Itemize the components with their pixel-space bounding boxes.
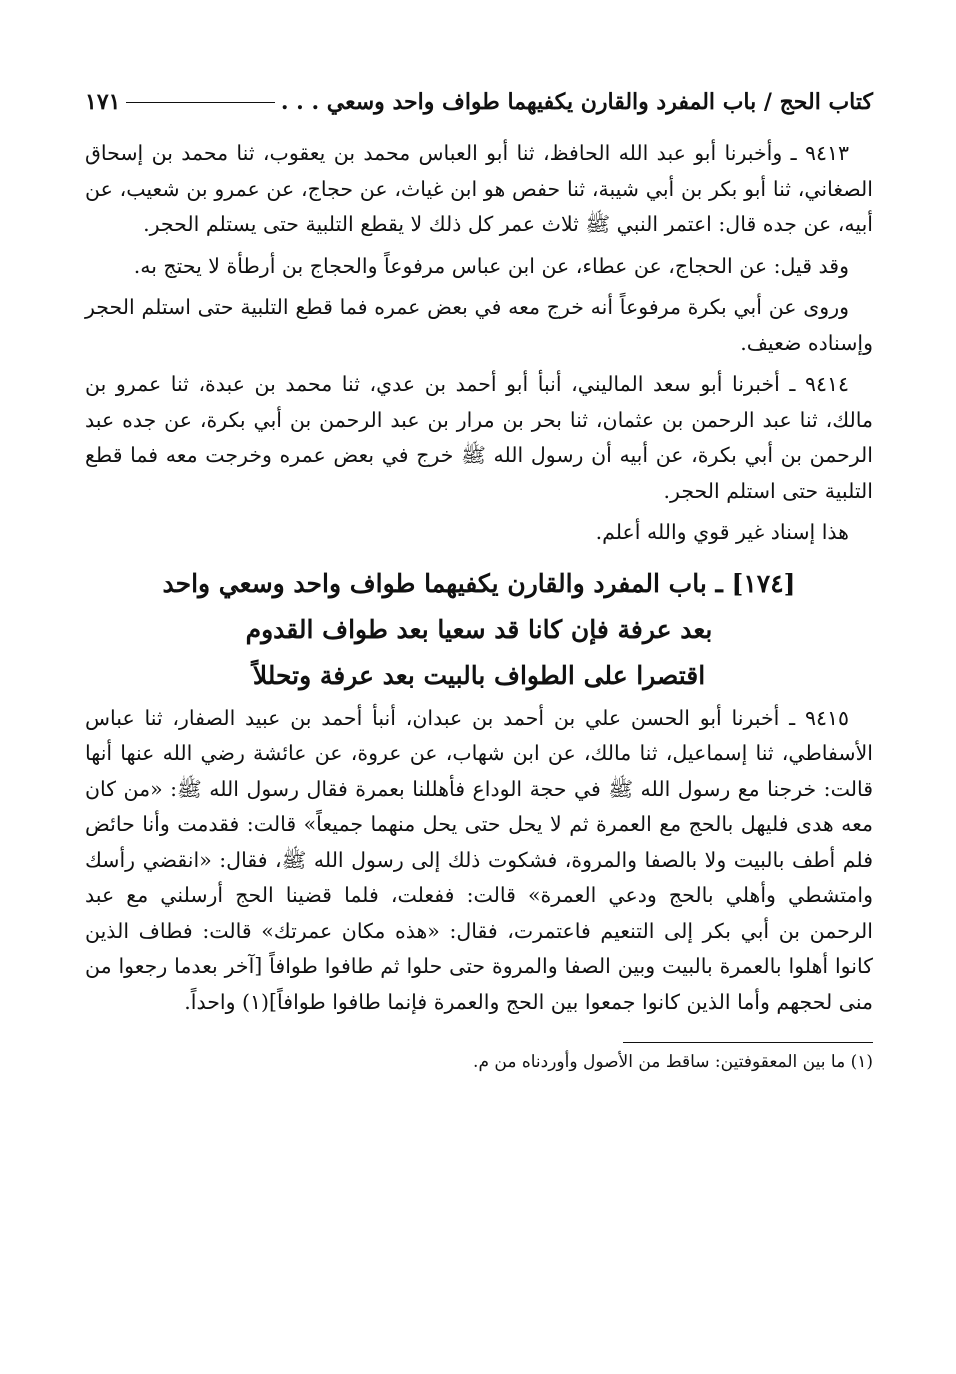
commentary-paragraph: هذا إسناد غير قوي والله أعلم. bbox=[595, 520, 849, 544]
chapter-heading-line: اقتصرا على الطواف بالبيت بعد عرفة وتحللاً bbox=[252, 660, 706, 690]
hadith-9413: ٩٤١٣ ـ وأخبرنا أبو عبد الله الحافظ، ثنا أبو العباس محمد بن يعقوب، ثنا محمد بن إسحاق الصغاني، ثنا أبو بكر بن أبي شيبة، ثنا حفص هو ابن غياث، عن حجاج، عن عمرو بن شعيب، عن أبيه، عن جده قال: اعتمر النبي ﷺ ثلاث عمر كل ذلك لا يقطع التلبية حتى يستلم الحجر. bbox=[85, 141, 873, 236]
hadith-9414: ٩٤١٤ ـ أخبرنا أبو سعد الماليني، أنبأ أبو أحمد بن عدي، ثنا محمد بن عبدة، ثنا عمرو بن مالك، ثنا عبد الرحمن بن عثمان، ثنا بحر بن مرار بن عبد الرحمن بن أبي بكرة، عن جده عبد الرحمن بن أبي بكرة، عن أبيه أن رسول الله ﷺ خرج في بعض عمره وخرجت معه فما قطع التلبية حتى استلم الحجر. bbox=[85, 372, 873, 503]
commentary-paragraph: وروى عن أبي بكرة مرفوعاً أنه خرج معه في بعض عمره فما قطع التلبية حتى استلم الحجر وإسناده ضعيف. bbox=[85, 295, 873, 355]
page-number: ١٧١ bbox=[85, 89, 121, 115]
chapter-heading-line: بعد عرفة فإن كانا قد سعيا بعد طواف القدوم bbox=[245, 614, 713, 644]
chapter-heading-line: [١٧٤] ـ باب المفرد والقارن يكفيهما طواف واحد وسعي واحد bbox=[162, 568, 796, 598]
book-page bbox=[85, 82, 873, 1077]
running-header bbox=[85, 82, 873, 122]
chapter-heading bbox=[85, 561, 873, 699]
header-rule bbox=[126, 102, 274, 103]
footnote-divider bbox=[623, 1042, 873, 1043]
footnote: (١) ما بين المعقوفتين: ساقط من الأصول وأوردناه من م. bbox=[473, 1052, 873, 1072]
hadith-9415: ٩٤١٥ ـ أخبرنا أبو الحسن علي بن أحمد بن عبدان، أنبأ أحمد بن عبيد الصفار، ثنا عباس الأسفاطي، ثنا إسماعيل، ثنا مالك، عن ابن شهاب، عن عروة، عن عائشة رضي الله عنها أنها قالت: خرجنا مع رسول الله ﷺ في حجة الوداع فأهللنا بعمرة فقال رسول الله ﷺ: «من كان معه هدى فليهل بالحج مع العمرة ثم لا يحل حتى يحل منهما جميعاً» قالت: فقدمت وأنا حائض فلم أطف بالبيت ولا بالصفا والمروة، فشكوت ذلك إلى رسول الله ﷺ، فقال: «انقضي رأسك وامتشطي وأهلي بالحج ودعي العمرة» قالت: ففعلت، فلما قضينا الحج أرسلني مع عبد الرحمن بن أبي بكر إلى التنعيم فاعتمرت، فقال: «هذه مكان عمرتك» قالت: فطاف الذين كانوا أهلوا بالعمرة بالبيت وبين الصفا والمروة حتى حلوا ثم طافوا طوافاً [آخر بعدما رجعوا من منى لحجهم وأما الذين كانوا جمعوا بين الحج والعمرة فإنما طافوا طوافاً](١) واحداً. bbox=[85, 705, 873, 1014]
commentary-paragraph: وقد قيل: عن الحجاج، عن عطاء، عن ابن عباس مرفوعاً والحجاج بن أرطأة لا يحتج به. bbox=[133, 253, 849, 278]
running-header-title: كتاب الحج / باب المفرد والقارن يكفيهما طواف واحد وسعي . . . bbox=[280, 89, 873, 115]
